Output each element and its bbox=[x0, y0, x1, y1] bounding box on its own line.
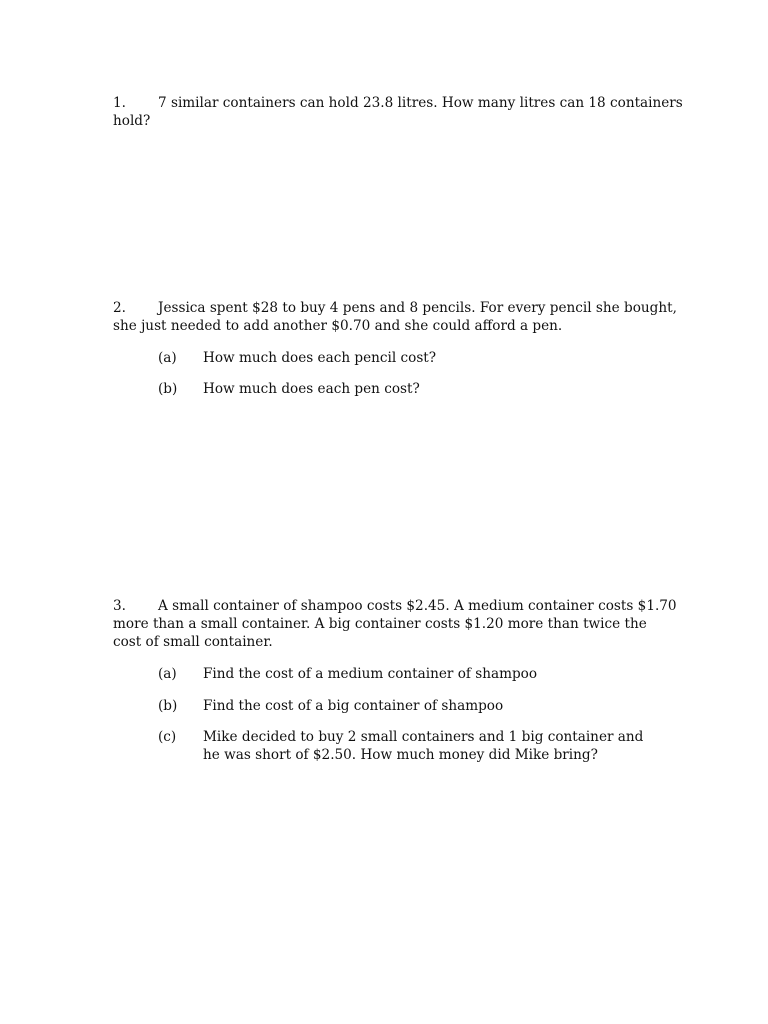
question-1 bbox=[113, 94, 683, 130]
question-3-text-line1: A small container of shampoo costs $2.45. A medium container costs $1.70 bbox=[158, 598, 677, 614]
question-2-part-b-text: How much does each pen cost? bbox=[203, 381, 420, 397]
question-3-part-b bbox=[158, 697, 661, 715]
question-1-number: 1. bbox=[113, 95, 126, 111]
question-3-part-c-text: Mike decided to buy 2 small containers and 1 big container and he was short of $2.50. How much money did Mike bring? bbox=[203, 729, 644, 763]
question-2-text-line1: Jessica spent $28 to buy 4 pens and 8 pencils. For every pencil she bought, bbox=[158, 300, 677, 316]
question-3-text-rest: more than a small container. A big container costs $1.20 more than twice the cost of small container. bbox=[113, 616, 647, 650]
question-3-part-c bbox=[158, 728, 661, 764]
question-1-first-line bbox=[113, 94, 683, 112]
question-3-part-a-label: (a) bbox=[158, 666, 177, 682]
question-2 bbox=[113, 299, 677, 398]
question-2-part-a bbox=[158, 349, 661, 367]
question-3-first-line bbox=[113, 597, 677, 615]
question-2-first-line bbox=[113, 299, 677, 317]
question-3 bbox=[113, 597, 677, 764]
question-3-part-a-text: Find the cost of a medium container of shampoo bbox=[203, 666, 538, 682]
question-3-part-c-label: (c) bbox=[158, 729, 177, 745]
question-2-number: 2. bbox=[113, 300, 126, 316]
question-3-part-b-text: Find the cost of a big container of shampoo bbox=[203, 698, 504, 714]
question-3-number: 3. bbox=[113, 598, 126, 614]
question-1-text-rest: hold? bbox=[113, 113, 151, 129]
question-2-part-b-label: (b) bbox=[158, 381, 178, 397]
question-2-part-a-label: (a) bbox=[158, 350, 177, 366]
question-1-text-line1: 7 similar containers can hold 23.8 litres. How many litres can 18 containers bbox=[158, 95, 683, 111]
question-2-text-rest: she just needed to add another $0.70 and she could afford a pen. bbox=[113, 318, 563, 334]
question-2-part-a-text: How much does each pencil cost? bbox=[203, 350, 437, 366]
question-3-part-a bbox=[158, 665, 661, 683]
question-3-part-b-label: (b) bbox=[158, 698, 178, 714]
question-2-part-b bbox=[158, 380, 661, 398]
